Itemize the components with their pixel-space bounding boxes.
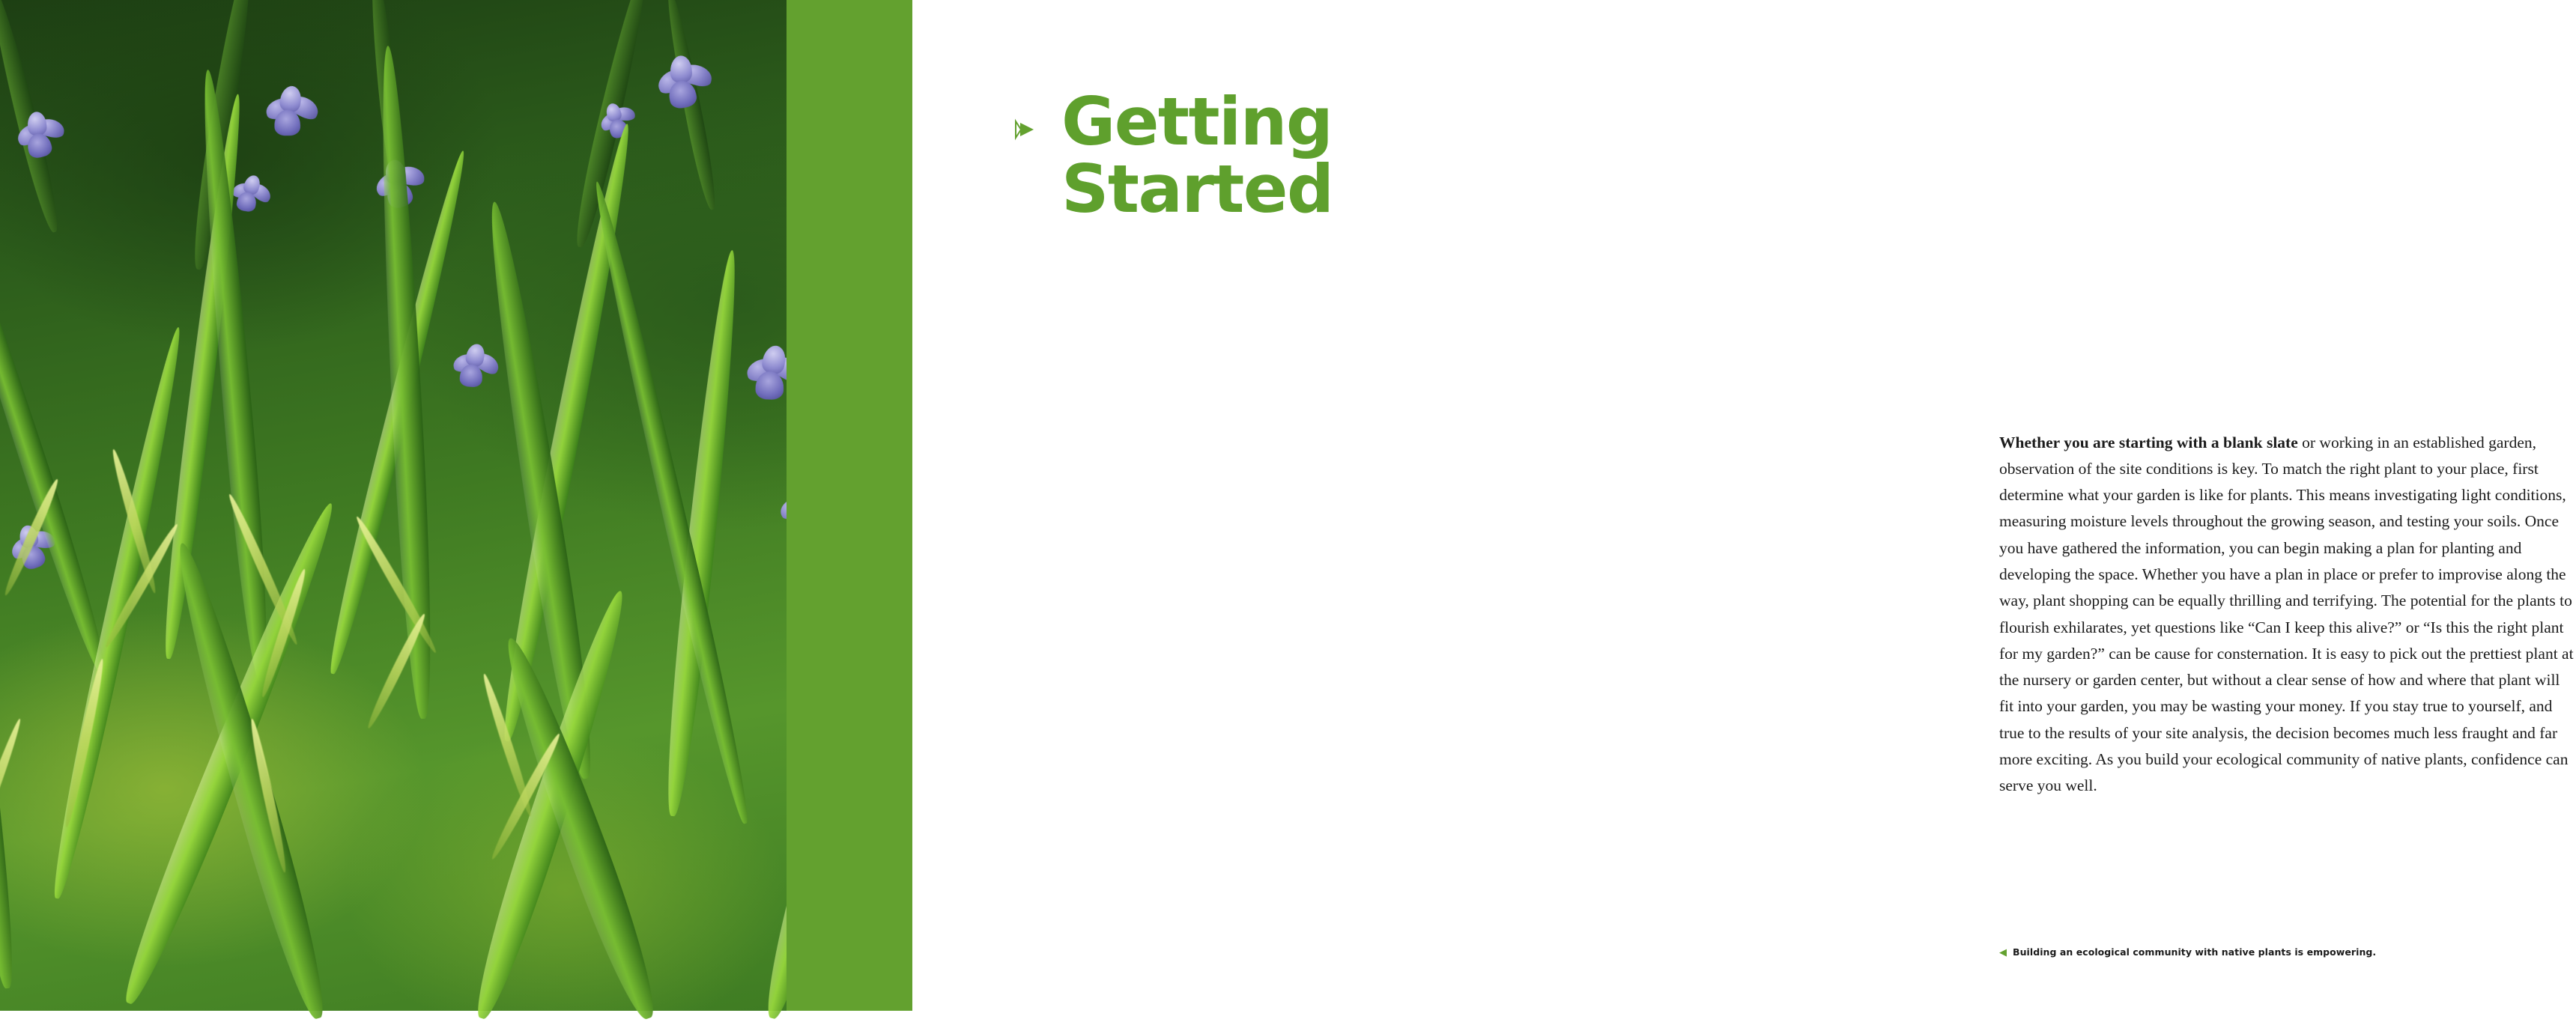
grass-blade <box>373 45 438 720</box>
iris-flower <box>652 52 723 114</box>
photo-caption <box>1999 946 2569 958</box>
page-title <box>1061 83 1676 228</box>
green-gutter-band <box>787 0 912 1011</box>
body-paragraph <box>1999 430 2576 800</box>
chapter-title-line-2: Started <box>1061 150 1333 228</box>
iris-meadow-photo <box>0 0 912 1011</box>
triangle-left-icon: ◀ <box>1999 946 2007 958</box>
caption-text: Building an ecological community with native plants is empowering. <box>2013 946 2377 958</box>
photo-page <box>0 0 912 1011</box>
lead-in-text: Whether you are starting with a blank slate <box>1999 433 2298 451</box>
chapter-heading <box>1061 83 1676 228</box>
arrow-right-icon <box>1011 117 1037 142</box>
body-text: or working in an established garden, observation of the site conditions is key. To match the right plant to your place, first determine what your garden is like for plants. This means investigating light conditions, measuring moisture levels throughout the growing season, and testing your soils. Once you have gathered the information, you can begin making a plan for planting and developing the space. Whether you have a plan in place or prefer to improvise along the way, plant shopping can be equally thrilling and terrifying. The potential for the plants to flourish exhilarates, yet questions like “Can I keep this alive?” or “Is this the right plant for my garden?” can be cause for consternation. It is easy to pick out the prettiest plant at the nursery or garden center, but without a clear sense of how and where that plant will fit into your garden, you may be wasting your money. If you stay true to yourself, and true to the results of your site analysis, the decision becomes much less fraught and far more exciting. As you build your ecological community of native plants, confidence can serve you well. <box>1999 433 2574 795</box>
text-page <box>912 0 2574 1011</box>
iris-flower <box>446 340 509 395</box>
grass-blade <box>0 171 115 678</box>
iris-flower <box>259 83 328 143</box>
chapter-title-line-1: Getting <box>1061 83 1333 160</box>
grass-blade <box>0 392 22 991</box>
iris-flower <box>10 107 75 163</box>
